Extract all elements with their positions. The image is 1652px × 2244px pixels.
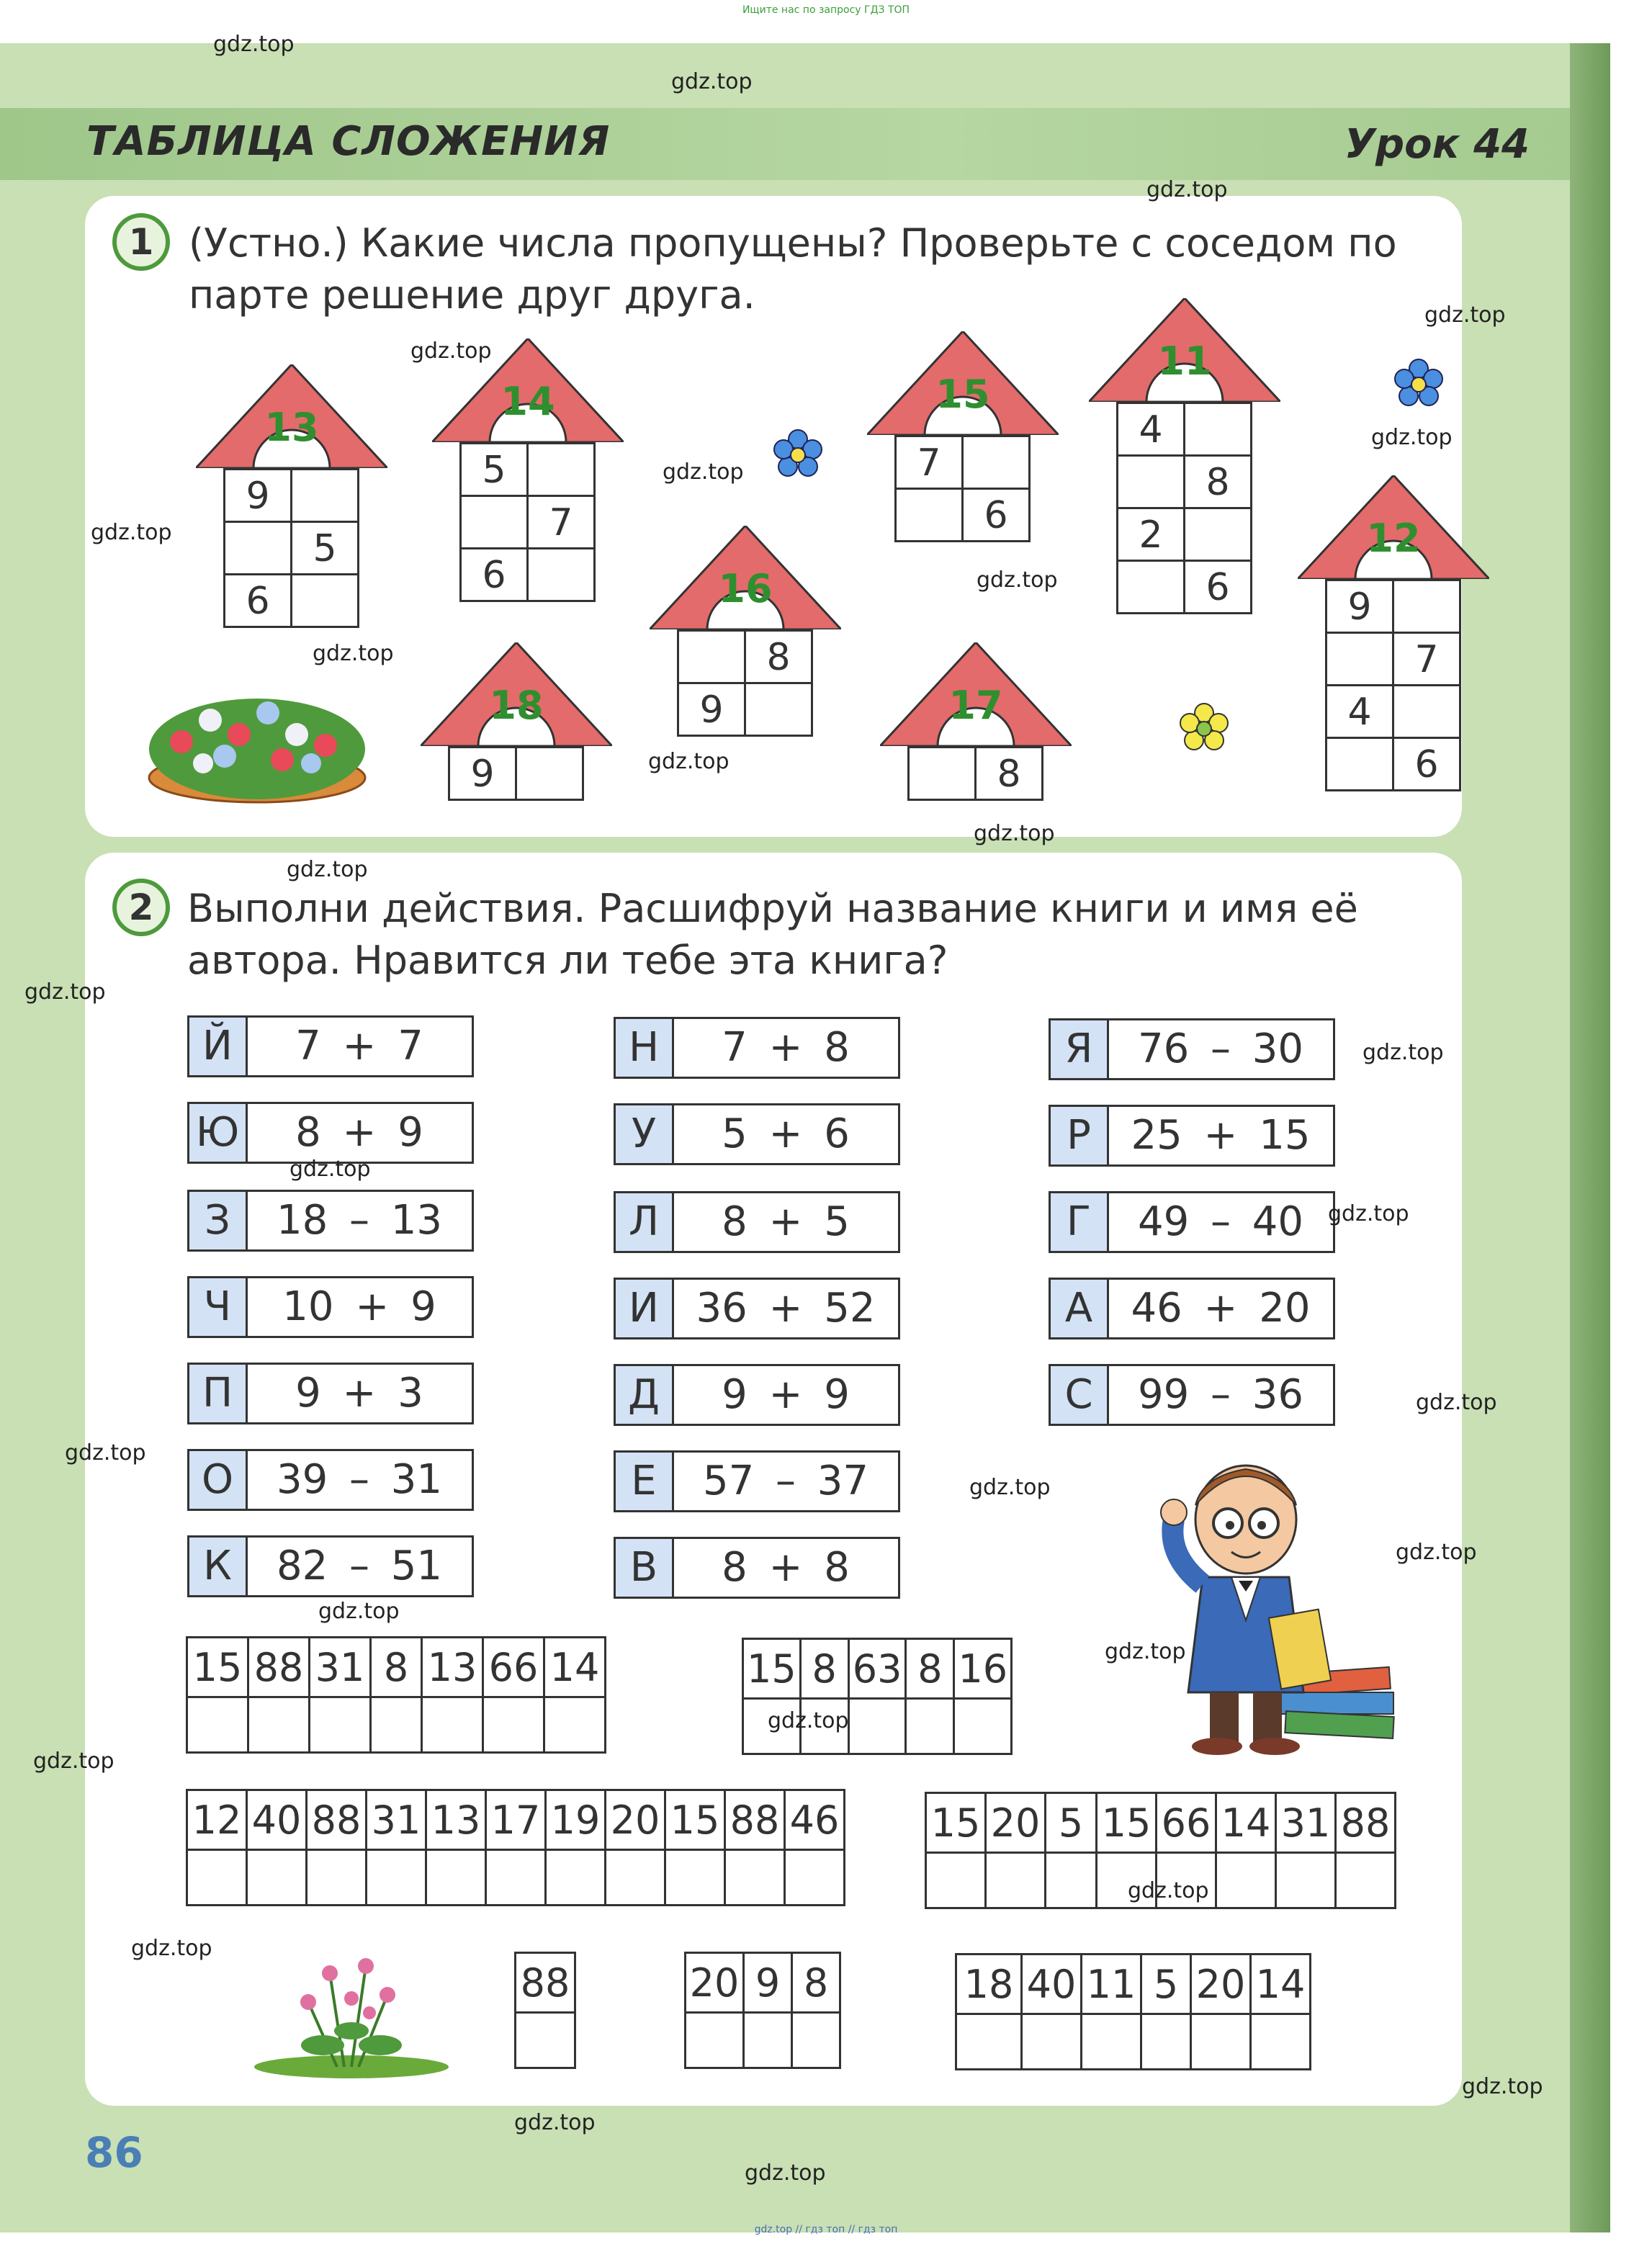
- house-cell: 2: [1116, 507, 1185, 562]
- exercise-expression: 46 + 20: [1131, 1285, 1311, 1332]
- house-cell: [744, 682, 813, 737]
- grid-cell: 15: [1097, 1793, 1157, 1853]
- house-cell: 8: [974, 746, 1043, 801]
- watermark: gdz.top: [1363, 1040, 1444, 1065]
- exercise-box: [187, 1535, 474, 1597]
- grid-answer-cell: [544, 1697, 606, 1753]
- grid-cell: 18: [956, 1954, 1022, 2014]
- grid-answer-cell: [1141, 2014, 1191, 2070]
- watermark: gdz.top: [1416, 1390, 1497, 1415]
- house-cell: [526, 442, 596, 497]
- exercise-box: [614, 1278, 900, 1339]
- grid-answer-cell: [744, 2013, 792, 2068]
- grid-answer-cell: [422, 1697, 483, 1753]
- watermark: gdz.top: [410, 338, 492, 364]
- grid-cell: 88: [307, 1790, 367, 1850]
- house-cell: 6: [1392, 737, 1461, 791]
- watermark: gdz.top: [1328, 1201, 1409, 1226]
- exercise-expression: 99 – 36: [1137, 1371, 1304, 1418]
- exercise-box: [614, 1103, 900, 1165]
- house-cell: [1116, 560, 1185, 614]
- house-cell: 8: [744, 629, 813, 684]
- grid-cell: 88: [248, 1638, 310, 1697]
- answer-grid: [186, 1636, 606, 1754]
- house-cell: [1183, 507, 1252, 562]
- house-cell: 5: [290, 521, 359, 575]
- watermark: gdz.top: [313, 641, 394, 666]
- watermark: gdz.top: [974, 821, 1055, 846]
- exercise-letter: С: [1051, 1366, 1109, 1424]
- watermark: gdz.top: [131, 1936, 212, 1961]
- grid-cell: 8: [800, 1639, 848, 1699]
- grid-answer-cell: [1022, 2014, 1082, 2070]
- grid-cell: 88: [725, 1790, 785, 1850]
- exercise-letter: Й: [189, 1018, 248, 1075]
- exercise-expression: 82 – 51: [276, 1543, 443, 1589]
- house-cell: 6: [459, 547, 529, 602]
- house-cell: 6: [961, 488, 1031, 542]
- watermark: gdz.top: [287, 857, 368, 882]
- exercise-expression: 18 – 13: [276, 1197, 443, 1244]
- watermark: gdz.top: [671, 69, 753, 94]
- exercise-box: [1049, 1278, 1335, 1339]
- house-cell: [677, 629, 746, 684]
- watermark: gdz.top: [977, 567, 1058, 593]
- flower-icon: [769, 426, 827, 484]
- house-cell: 7: [526, 495, 596, 549]
- grid-answer-cell: [1082, 2014, 1141, 2070]
- grid-answer-cell: [1191, 2014, 1251, 2070]
- watermark: gdz.top: [1462, 2074, 1543, 2099]
- watermark: gdz.top: [1396, 1540, 1477, 1565]
- exercise-box: [614, 1017, 900, 1079]
- exercise-expression: 76 – 30: [1137, 1025, 1304, 1072]
- grid-cell: 14: [544, 1638, 606, 1697]
- grid-answer-cell: [516, 2013, 575, 2068]
- exercise-expression: 57 – 37: [702, 1458, 869, 1504]
- page-spine: [1570, 43, 1610, 2232]
- house-number: 16: [718, 566, 773, 611]
- grid-cell: 5: [1046, 1793, 1097, 1853]
- grid-cell: 15: [743, 1639, 801, 1699]
- house-number: 11: [1157, 338, 1212, 384]
- exercise-letter: Я: [1051, 1020, 1109, 1078]
- house-cell: 6: [223, 573, 292, 628]
- house-cell: [526, 547, 596, 602]
- grid-answer-cell: [1276, 1853, 1336, 1908]
- grid-cell: 31: [367, 1790, 426, 1850]
- exercise-expression: 5 + 6: [722, 1110, 850, 1157]
- grid-cell: 13: [422, 1638, 483, 1697]
- grid-cell: 20: [686, 1953, 744, 2013]
- exercise-letter: З: [189, 1192, 248, 1249]
- grid-cell: 46: [785, 1790, 845, 1850]
- exercise-letter: П: [189, 1365, 248, 1422]
- page-title: ТАБЛИЦА СЛОЖЕНИЯ: [86, 118, 611, 165]
- boy-illustration: [1123, 1455, 1411, 1757]
- watermark: gdz.top: [91, 520, 172, 545]
- grid-cell: 20: [606, 1790, 665, 1850]
- house-cell: [290, 573, 359, 628]
- flower-icon: [1175, 700, 1233, 758]
- grid-answer-cell: [1336, 1853, 1396, 1908]
- exercise-letter: Л: [616, 1193, 674, 1251]
- exercise-letter: Р: [1051, 1107, 1109, 1164]
- grid-cell: 8: [906, 1639, 954, 1699]
- watermark: gdz.top: [514, 2110, 596, 2135]
- grid-cell: 14: [1251, 1954, 1311, 2014]
- watermark: gdz.top: [768, 1708, 849, 1733]
- grid-cell: 20: [1191, 1954, 1251, 2014]
- house-cell: 9: [1325, 579, 1394, 634]
- grid-answer-cell: [785, 1850, 845, 1906]
- grid-cell: 13: [426, 1790, 486, 1850]
- house-cell: [1392, 684, 1461, 739]
- house-number: 18: [489, 683, 544, 728]
- exercise-box: [187, 1190, 474, 1252]
- lesson-label: Урок 44: [1344, 121, 1530, 168]
- grid-answer-cell: [483, 1697, 544, 1753]
- watermark: gdz.top: [33, 1749, 115, 1774]
- grid-cell: 8: [371, 1638, 422, 1697]
- grid-answer-cell: [956, 2014, 1022, 2070]
- exercise-letter: Ч: [189, 1278, 248, 1336]
- grid-answer-cell: [486, 1850, 546, 1906]
- answer-grid: [186, 1789, 845, 1906]
- grid-answer-cell: [926, 1853, 986, 1908]
- grid-answer-cell: [792, 2013, 840, 2068]
- grid-answer-cell: [187, 1697, 248, 1753]
- grid-cell: 12: [187, 1790, 247, 1850]
- grid-cell: 31: [1276, 1793, 1336, 1853]
- exercise-expression: 8 + 9: [295, 1109, 423, 1156]
- watermark: gdz.top: [318, 1599, 400, 1624]
- grid-answer-cell: [247, 1850, 307, 1906]
- grid-answer-cell: [307, 1850, 367, 1906]
- house-cell: 7: [1392, 632, 1461, 686]
- grid-cell: 15: [187, 1638, 248, 1697]
- grid-answer-cell: [606, 1850, 665, 1906]
- exercise-box: [187, 1276, 474, 1338]
- grid-cell: 20: [986, 1793, 1046, 1853]
- exercise-expression: 9 + 9: [722, 1371, 850, 1418]
- grid-cell: 8: [792, 1953, 840, 2013]
- exercise-letter: Ю: [189, 1104, 248, 1162]
- exercise-letter: Г: [1051, 1193, 1109, 1251]
- exercise-box: [1049, 1105, 1335, 1167]
- grid-answer-cell: [686, 2013, 744, 2068]
- house-cell: 8: [1183, 454, 1252, 509]
- task2-text: Выполни действия. Расшифруй название книги и имя её автора. Нравится ли тебе эта книга?: [187, 886, 1358, 983]
- house-cell: [1325, 737, 1394, 791]
- exercise-letter: А: [1051, 1280, 1109, 1337]
- grid-answer-cell: [665, 1850, 725, 1906]
- grid-cell: 5: [1141, 1954, 1191, 2014]
- grid-answer-cell: [906, 1699, 954, 1754]
- grid-cell: 15: [926, 1793, 986, 1853]
- house-number: 13: [264, 405, 319, 450]
- watermark: gdz.top: [663, 459, 744, 485]
- grid-cell: 16: [954, 1639, 1012, 1699]
- house-cell: [907, 746, 977, 801]
- watermark: gdz.top: [1371, 425, 1453, 450]
- exercise-letter: К: [189, 1538, 248, 1595]
- house-number: 12: [1366, 516, 1421, 561]
- house-number: 15: [935, 372, 990, 417]
- house-cell: [515, 746, 584, 801]
- grid-answer-cell: [367, 1850, 426, 1906]
- exercise-letter: У: [616, 1105, 674, 1163]
- watermark: gdz.top: [745, 2160, 826, 2186]
- watermark: gdz.top: [65, 1440, 146, 1466]
- exercise-box: [614, 1364, 900, 1426]
- grid-answer-cell: [986, 1853, 1046, 1908]
- grid-cell: 31: [310, 1638, 371, 1697]
- house-number: 14: [500, 379, 555, 424]
- house-cell: [459, 495, 529, 549]
- exercise-box: [187, 1449, 474, 1511]
- grid-cell: 88: [1336, 1793, 1396, 1853]
- house-cell: 6: [1183, 560, 1252, 614]
- task1-text: (Устно.) Какие числа пропущены? Проверьте с соседом по парте решение друг друга.: [189, 220, 1397, 318]
- grid-cell: 88: [516, 1953, 575, 2013]
- watermark: gdz.top: [1424, 302, 1506, 328]
- grid-cell: 66: [1157, 1793, 1216, 1853]
- answer-grid: [684, 1952, 841, 2069]
- grid-answer-cell: [426, 1850, 486, 1906]
- exercise-letter: О: [189, 1451, 248, 1509]
- answer-grid: [514, 1952, 576, 2069]
- grid-answer-cell: [725, 1850, 785, 1906]
- answer-grid: [955, 1953, 1311, 2070]
- grid-answer-cell: [1251, 2014, 1311, 2070]
- house-cell: 9: [448, 746, 517, 801]
- exercise-letter: Д: [616, 1366, 674, 1424]
- exercise-box: [1049, 1191, 1335, 1253]
- house-cell: [223, 521, 292, 575]
- house-number: 17: [948, 683, 1003, 728]
- grid-cell: 17: [486, 1790, 546, 1850]
- grid-cell: 9: [744, 1953, 792, 2013]
- task1-number: 1: [112, 213, 170, 271]
- task2-number: 2: [112, 879, 170, 936]
- watermark: gdz.top: [969, 1475, 1051, 1500]
- exercise-expression: 10 + 9: [282, 1283, 436, 1330]
- grid-cell: 15: [665, 1790, 725, 1850]
- bottom-note: gdz.top // гдз топ // гдз топ: [754, 2224, 898, 2235]
- exercise-box: [187, 1363, 474, 1424]
- exercise-expression: 8 + 5: [722, 1198, 850, 1245]
- exercise-box: [614, 1191, 900, 1253]
- watermark: gdz.top: [24, 979, 106, 1005]
- house-cell: [1392, 579, 1461, 634]
- grid-answer-cell: [310, 1697, 371, 1753]
- grid-cell: 40: [1022, 1954, 1082, 2014]
- house-cell: [1325, 632, 1394, 686]
- watermark: gdz.top: [1105, 1639, 1186, 1664]
- grid-cell: 66: [483, 1638, 544, 1697]
- grid-cell: 40: [247, 1790, 307, 1850]
- exercise-expression: 39 – 31: [276, 1456, 443, 1503]
- exercise-expression: 9 + 3: [295, 1370, 423, 1417]
- watermark: gdz.top: [648, 749, 730, 774]
- house-cell: 5: [459, 442, 529, 497]
- grid-cell: 63: [848, 1639, 906, 1699]
- exercise-letter: В: [616, 1539, 674, 1597]
- house-cell: 4: [1325, 684, 1394, 739]
- flower-bush-icon: [243, 1944, 452, 2081]
- house-cell: 9: [223, 468, 292, 523]
- grid-cell: 19: [546, 1790, 606, 1850]
- exercise-expression: 25 + 15: [1131, 1112, 1311, 1159]
- exercise-expression: 7 + 8: [722, 1024, 850, 1071]
- watermark: gdz.top: [289, 1157, 371, 1182]
- house-cell: [961, 435, 1031, 490]
- exercise-box: [187, 1015, 474, 1077]
- exercise-box: [187, 1102, 474, 1164]
- house-cell: [894, 488, 964, 542]
- exercise-letter: Е: [616, 1453, 674, 1510]
- house-cell: 7: [894, 435, 964, 490]
- exercise-letter: И: [616, 1280, 674, 1337]
- grid-cell: 14: [1216, 1793, 1276, 1853]
- exercise-expression: 8 + 8: [722, 1544, 850, 1591]
- watermark: gdz.top: [1146, 177, 1228, 202]
- exercise-box: [1049, 1364, 1335, 1426]
- grid-answer-cell: [1046, 1853, 1097, 1908]
- answer-grid: [742, 1638, 1013, 1755]
- grid-answer-cell: [954, 1699, 1012, 1754]
- house-cell: 4: [1116, 402, 1185, 457]
- exercise-box: [614, 1450, 900, 1512]
- page-number: 86: [85, 2128, 143, 2177]
- house-cell: [1183, 402, 1252, 457]
- flower-icon: [1390, 356, 1447, 413]
- exercise-box: [1049, 1018, 1335, 1080]
- grid-answer-cell: [187, 1850, 247, 1906]
- grid-answer-cell: [248, 1697, 310, 1753]
- grid-cell: 11: [1082, 1954, 1141, 2014]
- exercise-expression: 7 + 7: [295, 1023, 423, 1069]
- flowerbed-icon: [138, 677, 376, 807]
- house-cell: [290, 468, 359, 523]
- grid-answer-cell: [371, 1697, 422, 1753]
- house-cell: [1116, 454, 1185, 509]
- exercise-expression: 36 + 52: [696, 1285, 876, 1332]
- grid-answer-cell: [1216, 1853, 1276, 1908]
- grid-answer-cell: [848, 1699, 906, 1754]
- exercise-box: [614, 1537, 900, 1599]
- watermark: gdz.top: [1128, 1878, 1209, 1903]
- watermark: gdz.top: [213, 32, 295, 57]
- exercise-expression: 49 – 40: [1137, 1198, 1304, 1245]
- grid-answer-cell: [546, 1850, 606, 1906]
- exercise-letter: Н: [616, 1019, 674, 1077]
- house-cell: 9: [677, 682, 746, 737]
- top-note: Ищите нас по запросу ГДЗ ТОП: [742, 4, 910, 16]
